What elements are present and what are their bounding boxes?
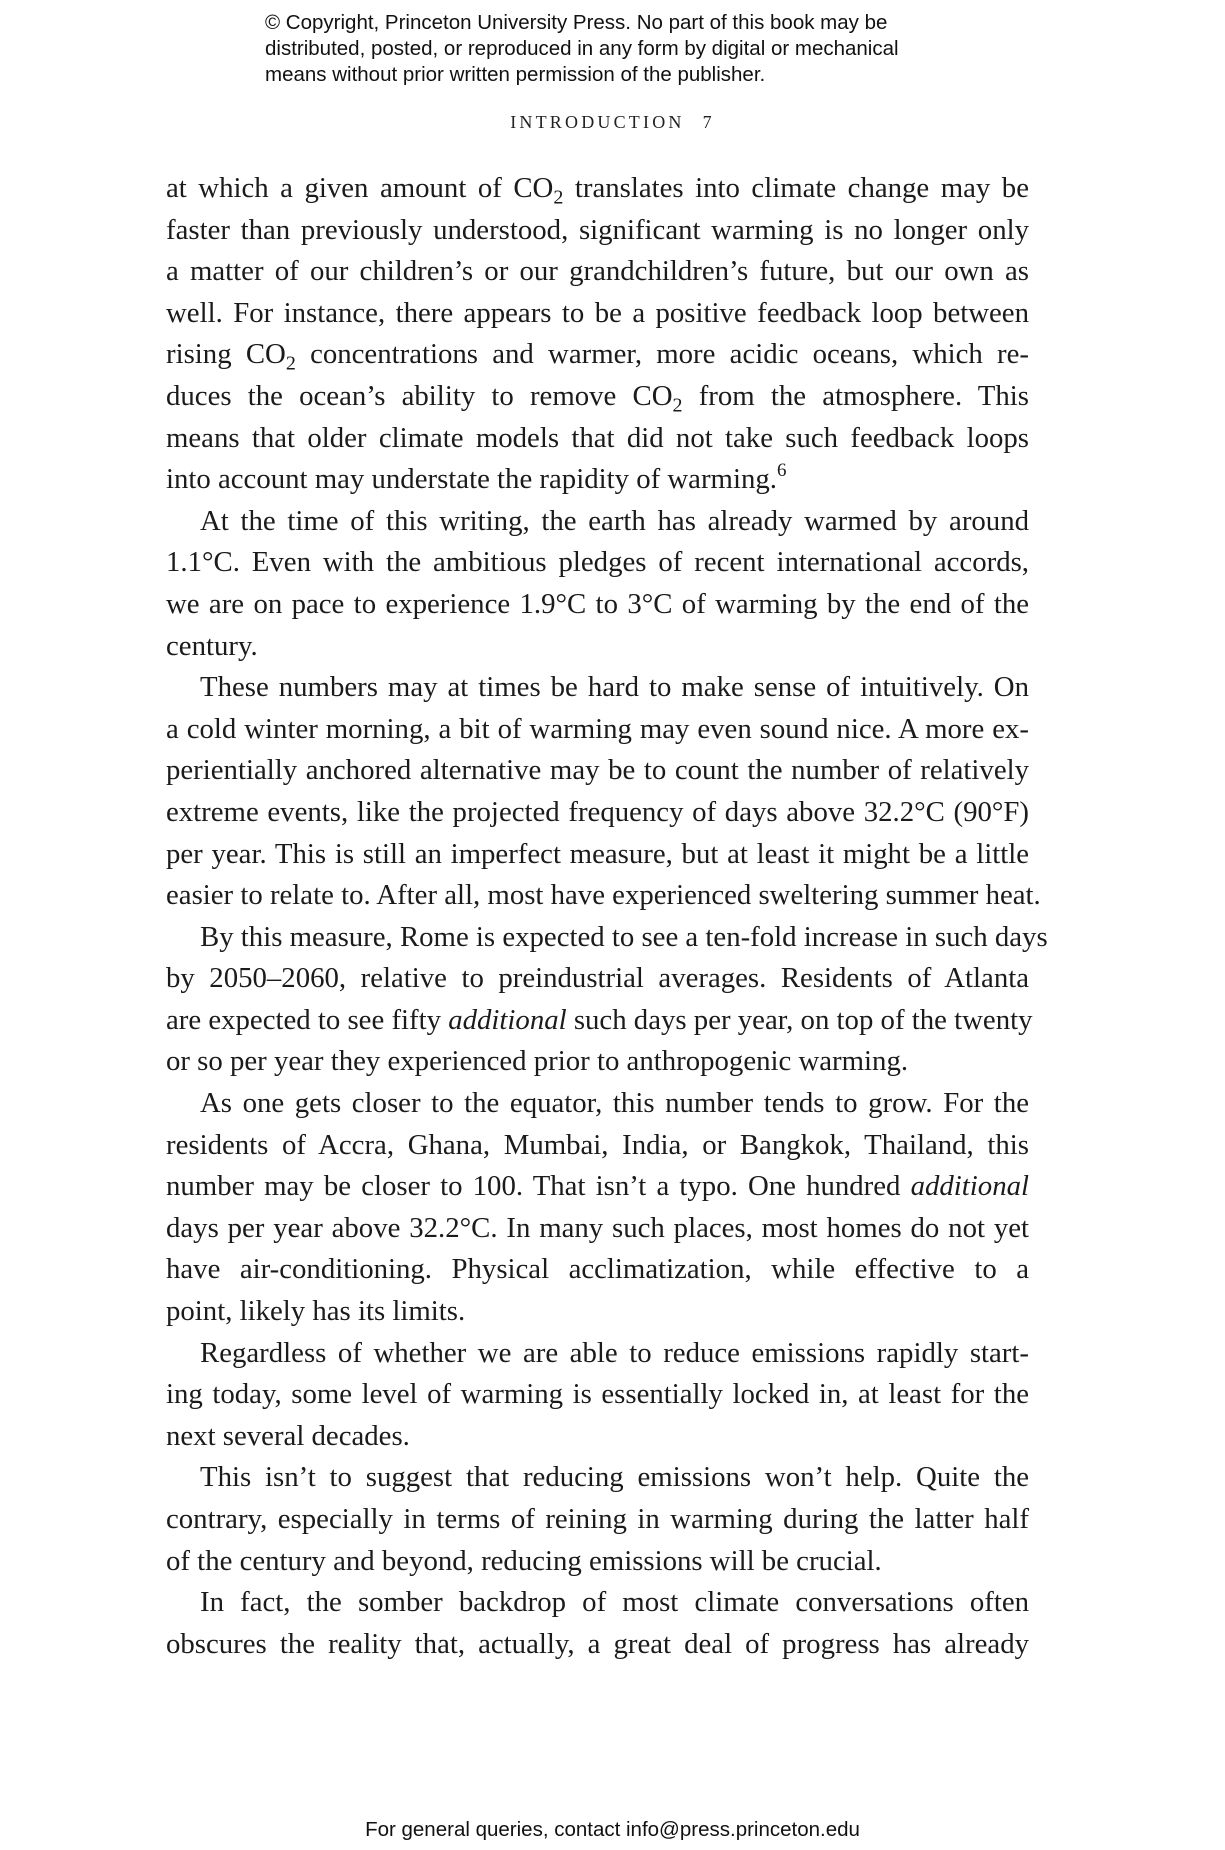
text-line: into account may understate the rapidity of warming.$^6$	[166, 460, 787, 496]
text-line: At the time of this writing, the earth has already warmed by around	[200, 504, 1029, 537]
text-line: obscures the reality that, actually, a great deal of progress has already	[166, 1627, 1029, 1660]
chapter-title: INTRODUCTION	[510, 112, 685, 132]
text-line: perientially anchored alternative may be to count the number of relatively	[166, 754, 1029, 787]
copyright-line: means without prior written permission of the publisher.	[265, 63, 766, 86]
copyright-line: © Copyright, Princeton University Press. No part of this book may be	[265, 11, 888, 34]
running-head	[0, 112, 1225, 133]
text-line: rising $CO_2$ concentrations and warmer, more acidic oceans, which re-	[166, 338, 1029, 375]
text-line: are expected to see fifty additional such days per year, on top of the twenty	[166, 1003, 1033, 1036]
text-line: means that older climate models that did not take such feedback loops	[166, 421, 1029, 454]
text-line: at which a given amount of $CO_2$ translates into climate change may be	[166, 172, 1029, 209]
text-line: we are on pace to experience 1.9°C to 3°C of warming by the end of the	[166, 587, 1029, 620]
text-line: In fact, the somber backdrop of most climate conversations often	[200, 1586, 1029, 1619]
text-line: century.	[166, 629, 258, 662]
text-line: Regardless of whether we are able to reduce emissions rapidly start-	[200, 1336, 1029, 1369]
text-line: a matter of our children’s or our grandchildren’s future, but our own as	[166, 255, 1029, 288]
text-line: faster than previously understood, significant warming is no longer only	[166, 213, 1029, 246]
text-line: or so per year they experienced prior to anthropogenic warming.	[166, 1045, 909, 1078]
copyright-notice	[265, 10, 985, 88]
page-number: 7	[702, 112, 715, 132]
text-line: days per year above 32.2°C. In many such places, most homes do not yet	[166, 1211, 1029, 1244]
text-line: These numbers may at times be hard to make sense of intuitively. On	[200, 671, 1029, 704]
text-line: 1.1°C. Even with the ambitious pledges of recent international accords,	[166, 546, 1029, 579]
text-line: By this measure, Rome is expected to see a ten-fold increase in such days	[200, 920, 1048, 953]
copyright-line: distributed, posted, or reproduced in any form by digital or mechanical	[265, 37, 899, 60]
text-line: a cold winter morning, a bit of warming may even sound nice. A more ex-	[166, 712, 1029, 745]
text-line: extreme events, like the projected frequency of days above 32.2°C (90°F)	[166, 795, 1029, 828]
text-line: next several decades.	[166, 1419, 410, 1452]
text-line: per year. This is still an imperfect measure, but at least it might be a little	[166, 837, 1029, 870]
text-line: This isn’t to suggest that reducing emissions won’t help. Quite the	[200, 1461, 1029, 1494]
text-line: have air-conditioning. Physical acclimatization, while effective to a	[166, 1253, 1029, 1286]
text-line: point, likely has its limits.	[166, 1295, 466, 1328]
text-line: easier to relate to. After all, most have experienced sweltering summer heat.	[166, 879, 1041, 912]
footer-contact: For general queries, contact info@press.princeton.edu	[365, 1818, 860, 1841]
text-line: number may be closer to 100. That isn’t a typo. One hundred additional	[166, 1170, 1029, 1203]
text-line: of the century and beyond, reducing emissions will be crucial.	[166, 1544, 882, 1577]
text-line: well. For instance, there appears to be a positive feedback loop between	[166, 296, 1029, 329]
text-line: residents of Accra, Ghana, Mumbai, India, or Bangkok, Thailand, this	[166, 1128, 1029, 1161]
text-line: As one gets closer to the equator, this number tends to grow. For the	[200, 1087, 1029, 1120]
text-line: duces the ocean’s ability to remove $CO_2$ from the atmosphere. This	[166, 379, 1029, 417]
text-line: contrary, especially in terms of reining in warming during the latter half	[166, 1503, 1029, 1535]
body-text	[166, 168, 1048, 1665]
text-line: by 2050–2060, relative to preindustrial averages. Residents of Atlanta	[166, 962, 1029, 995]
text-line: ing today, some level of warming is essentially locked in, at least for the	[166, 1378, 1029, 1411]
